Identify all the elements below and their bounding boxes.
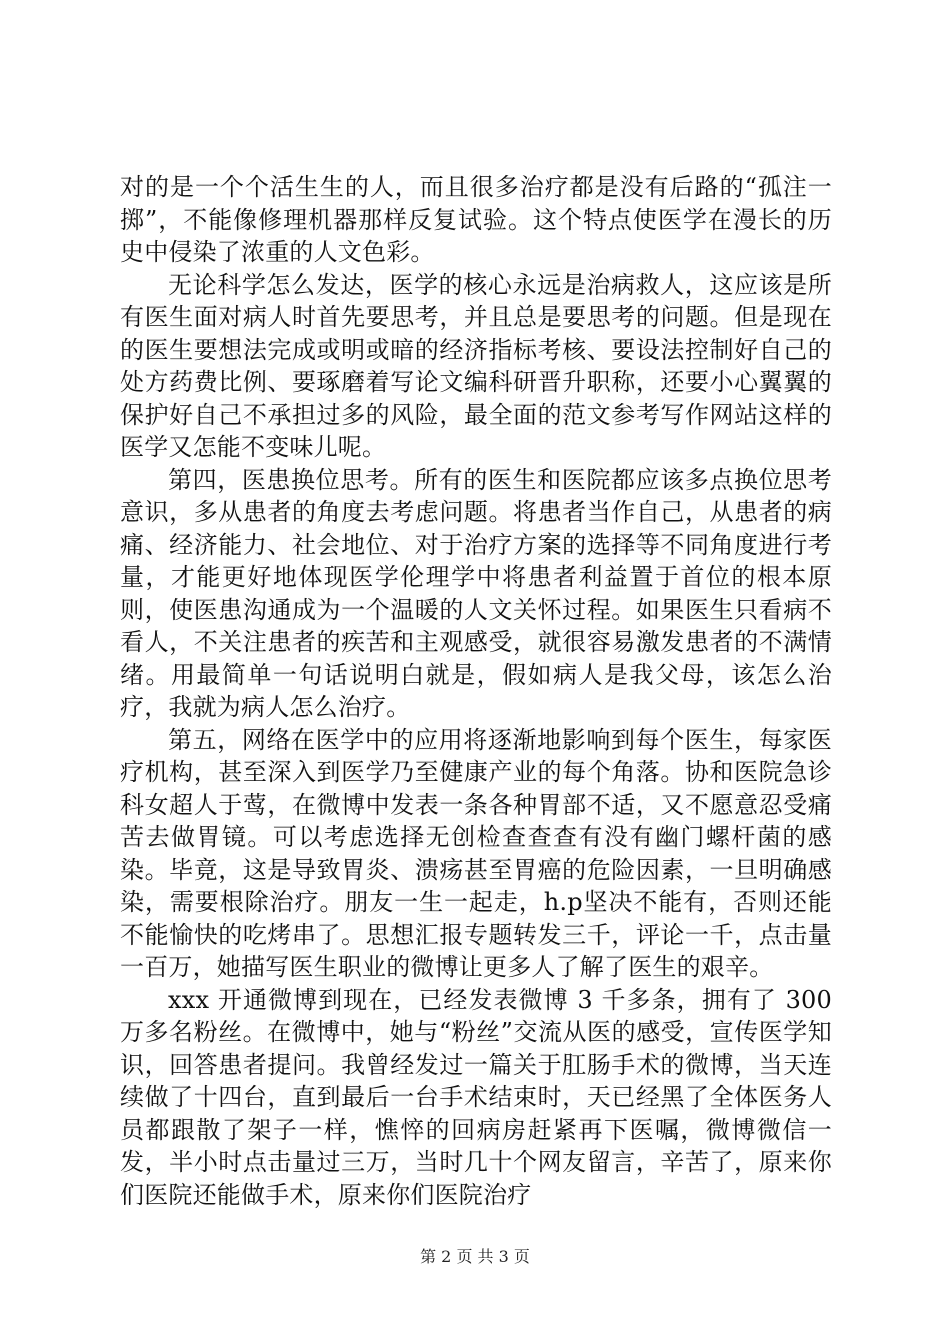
paragraph-5: xxx 开通微博到现在，已经发表微博 3 千多条，拥有了 300 万多名粉丝。在微博中，她与“粉丝”交流从医的感受，宣传医学知识，回答患者提问。我曾经发过一篇关于肛肠手术的微博，当天连续做了十四台，直到最后一台手术结束时，天已经黑了全体医务人员都跟散了架子一样，憔悴的回病房赶紧再下医嘱，微博微信一发，半小时点击量过三万，当时几十个网友留言，辛苦了，原来你们医院还能做手术，原来你们医院治疗	[120, 985, 832, 1209]
paragraph-2: 无论科学怎么发达，医学的核心永远是治病救人，这应该是所有医生面对病人时首先要思考，并且总是要思考的问题。但是现在的医生要想法完成或明或暗的经济指标考核、要设法控制好自己的处方药费比例、要琢磨着写论文编科研晋升职称，还要小心翼翼的保护好自己不承担过多的风险，最全面的范文参考写作网站这样的医学又怎能不变味儿呢。	[120, 270, 832, 461]
paragraph-4: 第五，网络在医学中的应用将逐渐地影响到每个医生，每家医疗机构，甚至深入到医学乃至健康产业的每个角落。协和医院急诊科女超人于莺，在微博中发表一条各种胃部不适，又不愿意忍受痛苦去做胃镜。可以考虑选择无创检查查查有没有幽门螺杆菌的感染。毕竟，这是导致胃炎、溃疡甚至胃癌的危险因素，一旦明确感染，需要根除治疗。朋友一生一起走，h.p坚决不能有，否则还能不能愉快的吃烤串了。思想汇报专题转发三千，评论一千，点击量一百万，她描写医生职业的微博让更多人了解了医生的艰辛。	[120, 725, 832, 981]
paragraph-1: 对的是一个个活生生的人，而且很多治疗都是没有后路的“孤注一掷”，不能像修理机器那样反复试验。这个特点使医学在漫长的历史中侵染了浓重的人文色彩。	[120, 173, 832, 266]
document-body	[120, 171, 832, 1211]
paragraph-3: 第四，医患换位思考。所有的医生和医院都应该多点换位思考意识，多从患者的角度去考虑问题。将患者当作自己，从患者的病痛、经济能力、社会地位、对于治疗方案的选择等不同角度进行考量，才能更好地体现医学伦理学中将患者利益置于首位的根本原则，使医患沟通成为一个温暖的人文关怀过程。如果医生只看病不看人，不关注患者的疾苦和主观感受，就很容易激发患者的不满情绪。用最简单一句话说明白就是，假如病人是我父母，该怎么治疗，我就为病人怎么治疗。	[120, 465, 832, 721]
page-footer: 第 2 页 共 3 页	[420, 1247, 530, 1266]
